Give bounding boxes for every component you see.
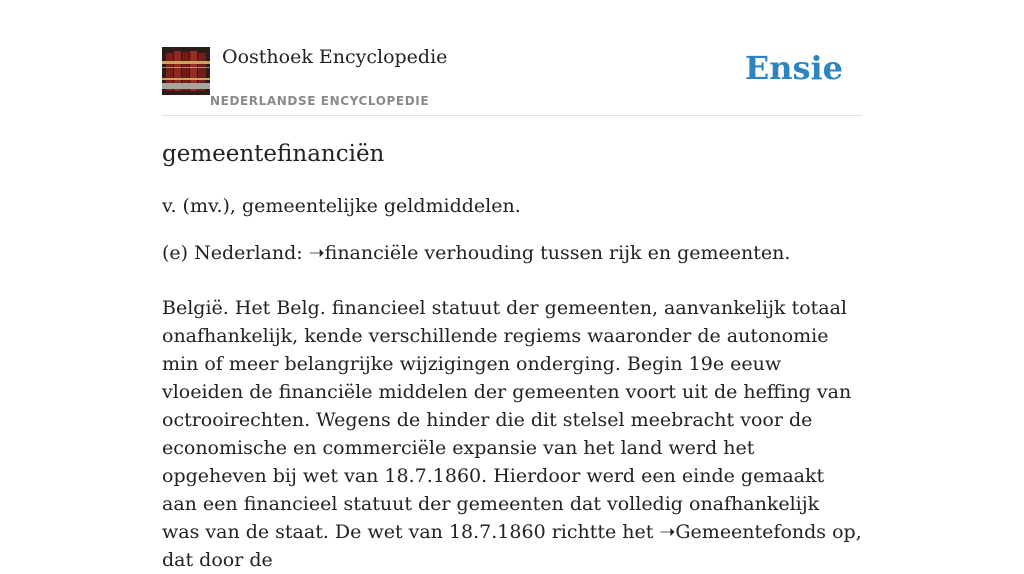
entry-definition: v. (mv.), gemeentelijke geldmiddelen.	[162, 195, 521, 217]
belgium-text-continued: op, dat door de	[162, 521, 862, 571]
page	[162, 0, 862, 571]
xref-arrow-icon: ➝	[308, 242, 325, 264]
site-title[interactable]: Oosthoek Encyclopedie	[222, 46, 448, 68]
belgium-text: België. Het Belg. financieel statuut der gemeenten, aanvankelijk totaal onafhankelijk, kende verschillende regiems waaronder de autonomie min of meer belangrijke wijzigingen onderging. Begin 19e eeuw vloeiden de financiële middelen der gemeenten voort uit de heffing van octrooirechten. Wegens de hinder die dit stelsel meebracht voor de economische en commerciële expansie van het land werd het opgeheven bij wet van 18.7.1860. Hierdoor werd een einde gemaakt aan een financieel statuut der gemeenten dat volledig onafhankelijk was van de staat. De wet van 18.7.1860 richtte het	[162, 297, 852, 543]
netherlands-xref-label: financiële verhouding tussen rijk en gemeenten	[324, 242, 785, 264]
netherlands-suffix: .	[784, 242, 791, 264]
gemeentefonds-xref-link[interactable]	[659, 521, 826, 543]
brand-logo[interactable]: Ensie	[744, 49, 843, 87]
netherlands-xref-link[interactable]	[309, 242, 785, 264]
xref-arrow-icon: ➝	[659, 521, 676, 543]
netherlands-prefix: (e) Nederland:	[162, 242, 309, 264]
entry-title: gemeentefinanciën	[162, 141, 385, 167]
netherlands-paragraph	[162, 239, 862, 267]
belgium-paragraph	[162, 294, 862, 574]
entry-content	[162, 138, 862, 574]
books-icon[interactable]	[162, 47, 210, 95]
site-header	[162, 0, 862, 116]
site-subtitle: NEDERLANDSE ENCYCLOPEDIE	[210, 94, 430, 108]
gemeentefonds-xref-label: Gemeentefonds	[675, 521, 827, 543]
